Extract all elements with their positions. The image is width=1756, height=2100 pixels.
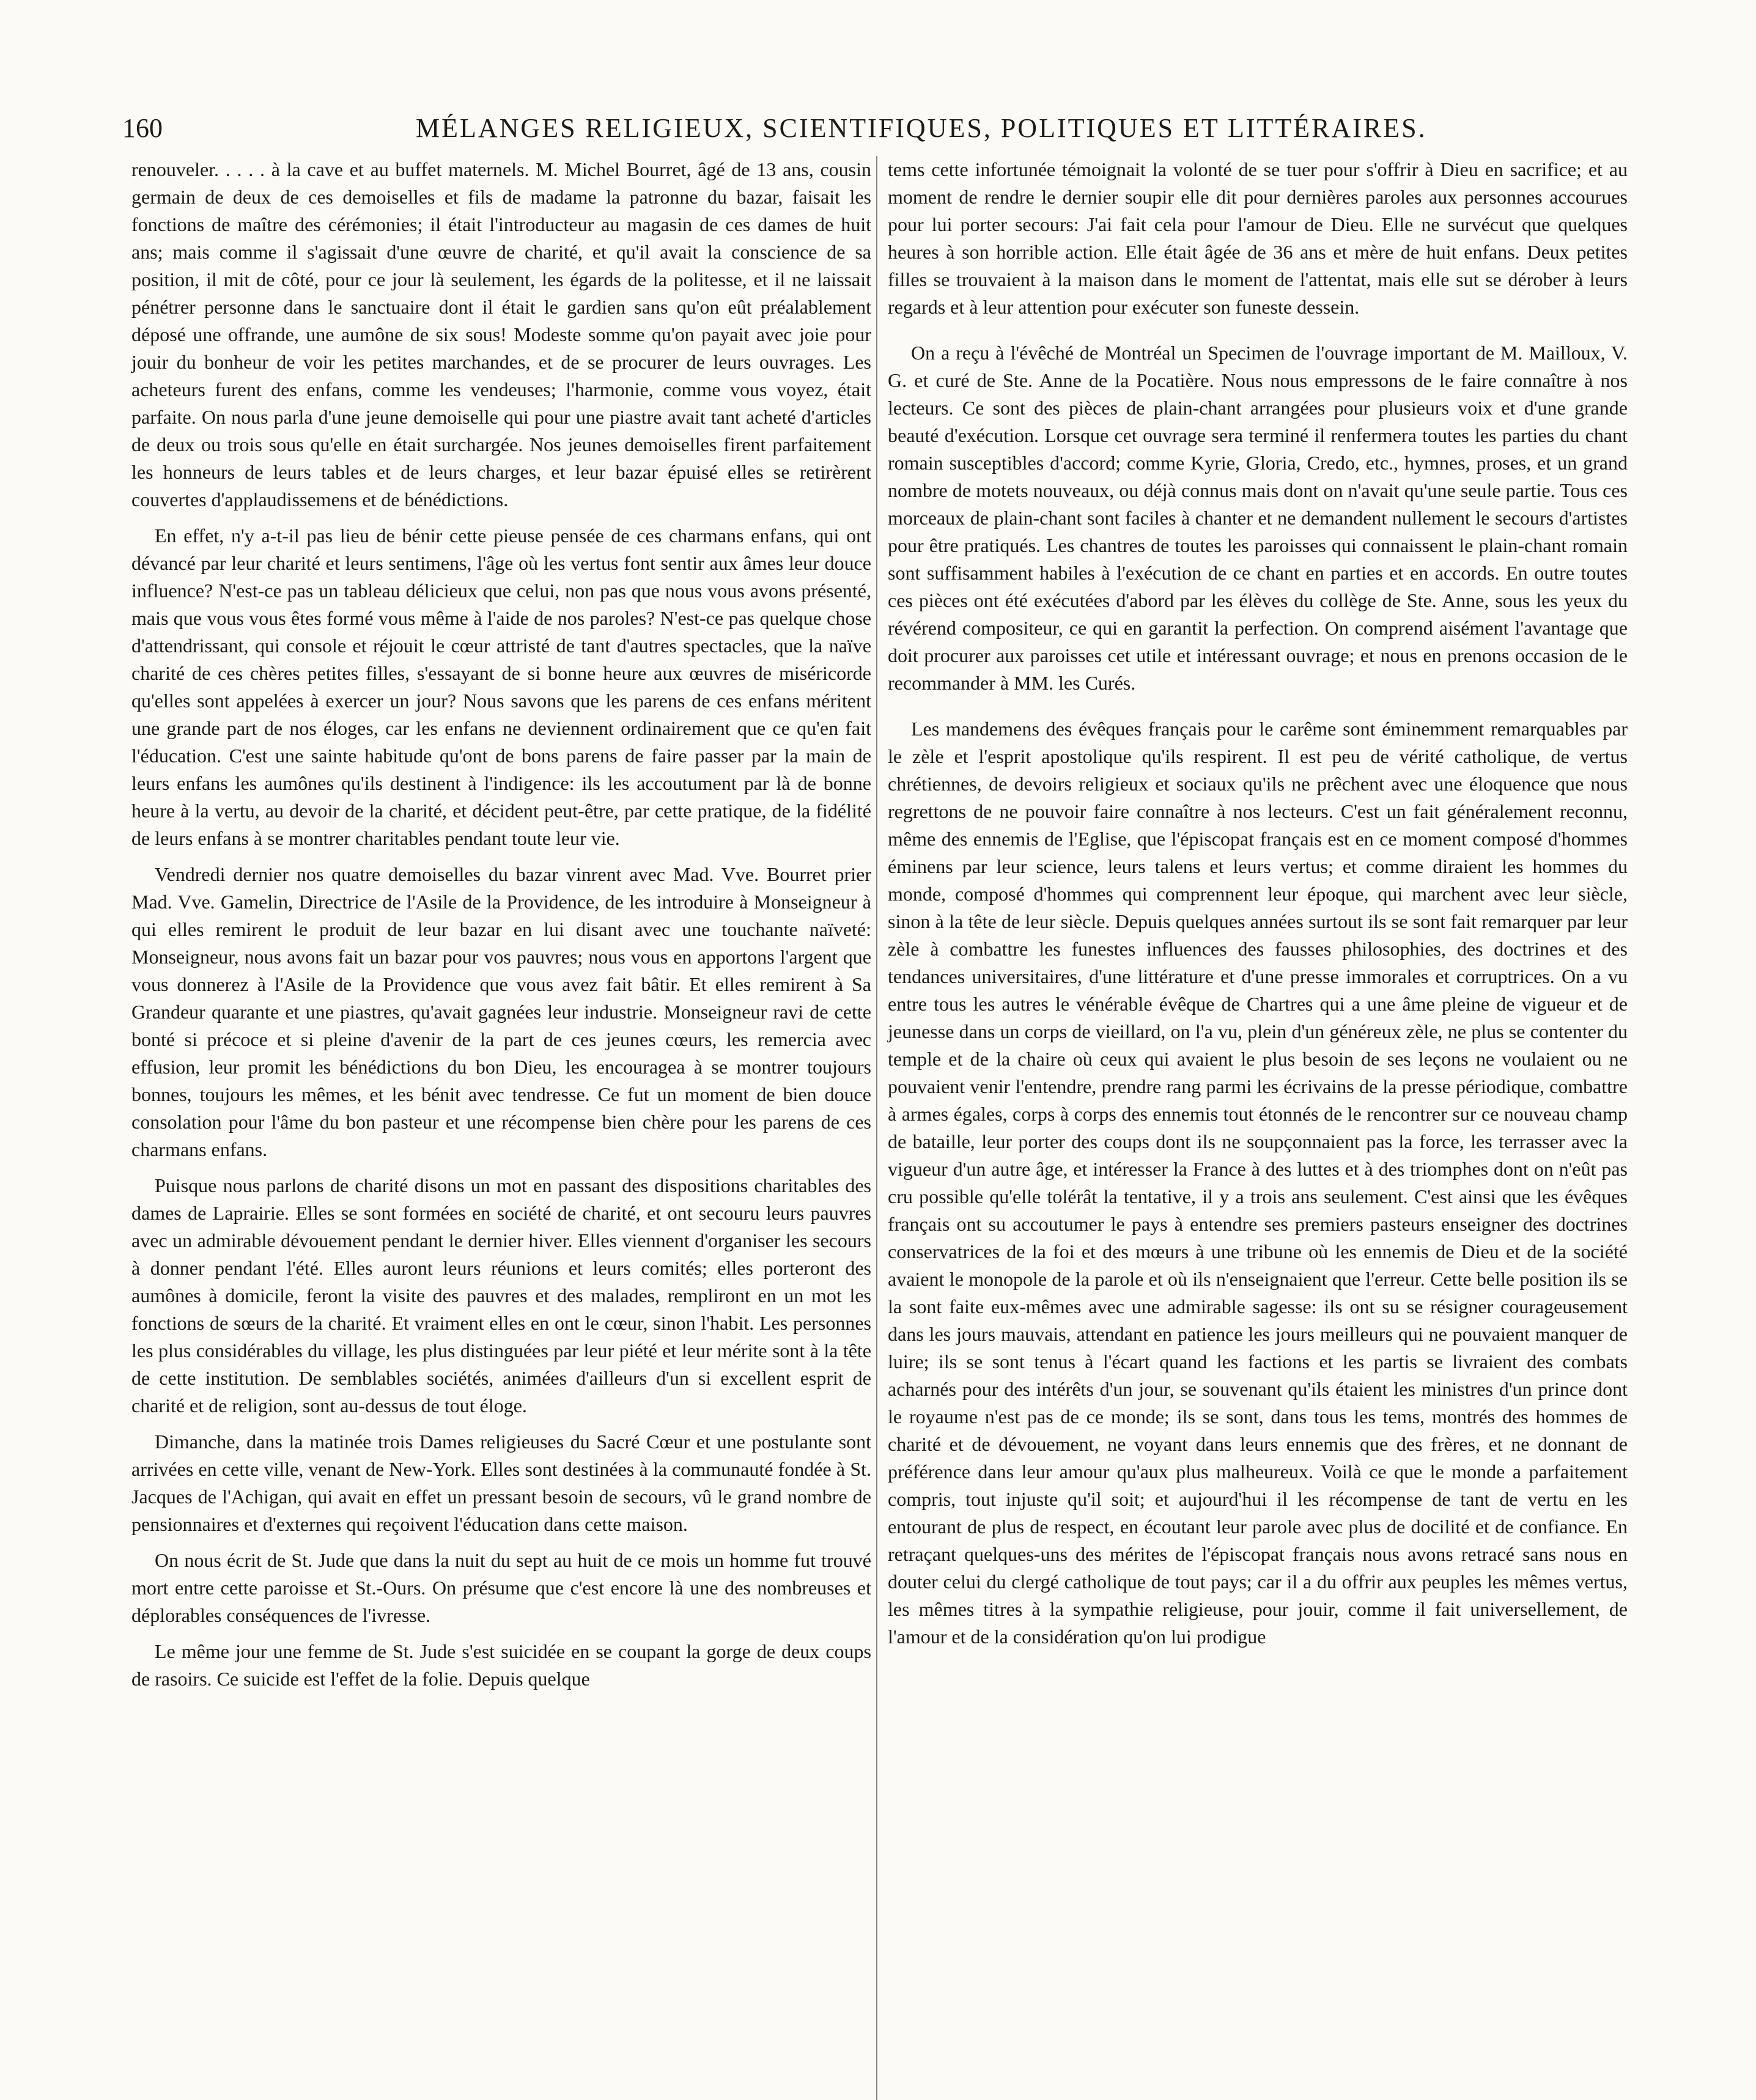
left-column bbox=[131, 156, 871, 1701]
paragraph-specimen-plain-chant: On a reçu à l'évêché de Montréal un Specimen de l'ouvrage important de M. Mailloux, V. G. et curé de Ste. Anne de la Pocatière. Nous nous empressons de le faire connaître à nos lecteurs. Ce sont des pièces de plain-chant arrangées pour plusieurs voix et d'une grande beauté d'exécution. Lorsque cet ouvrage sera terminé il renfermera toutes les parties du chant romain susceptibles d'accord; comme Kyrie, Gloria, Credo, etc., hymnes, proses, et un grand nombre de motets nouveaux, ou déjà connus mais dont on n'avait qu'une seule partie. Tous ces morceaux de plain-chant sont faciles à chanter et ne demandent nullement le secours d'artistes pour être pratiqués. Les chantres de toutes les paroisses qui connaissent le plain-chant romain sont suffisamment habiles à l'exécution de ce chant en parties et en accords. En outre toutes ces pièces ont été exécutées d'abord par les élèves du collège de Ste. Anne, sous les yeux du révérend compositeur, ce qui en garantit la perfection. On comprend aisément l'avantage que doit procurer aux paroisses cet utile et intéressant ouvrage; et nous en prenons occasion de le recommander à MM. les Curés. bbox=[888, 342, 1628, 694]
page-header bbox=[122, 110, 1639, 147]
right-column bbox=[888, 156, 1628, 1659]
paragraph-laprairie: Puisque nous parlons de charité disons un mot en passant des dispositions charitables des dames de Laprairie. Elles se sont formées en société de charité, et ont secouru leurs pauvres avec un admirable dévouement pendant le dernier hiver. Elles viennent d'organiser les secours à donner pendant l'été. Elles auront leurs réunions et leurs comités; elles porteront des aumônes à domicile, feront la visite des pauvres et des malades, rempliront en un mot les fonctions de sœurs de la charité. Et vraiment elles en ont le cœur, sinon l'habit. Les personnes les plus considérables du village, les plus distinguées par leur piété et leur mérite sont à la tête de cette institution. De semblables sociétés, animées d'ailleurs d'un si excellent esprit de charité et de religion, sont au-dessus de tout éloge. bbox=[131, 1174, 871, 1417]
paragraph-mandemens-eveques: Les mandemens des évêques français pour le carême sont éminemment remarquables par le zèle et l'esprit apostolique qu'ils respirent. Il est peu de vérité catholique, de vertus chrétiennes, de devoirs religieux et sociaux qu'ils ne prêchent avec une éloquence que nous regrettons de ne pouvoir faire connaître à nos lecteurs. C'est un fait généralement reconnu, même des ennemis de l'Eglise, que l'épiscopat français est en ce moment composé d'hommes éminens par leur science, leurs talens et leurs vertus; et comme diraient les hommes du monde, composé d'hommes qui comprennent leur époque, qui marchent avec leur siècle, sinon à la tête de leur siècle. Depuis quelques années surtout ils se sont fait remarquer par leur zèle à combattre les funestes influences des fausses philosophies, des doctrines et des tendances universitaires, d'une littérature et d'une presse immorales et corruptrices. On a vu entre tous les autres le vénérable évêque de Chartres qui a une âme pleine de vigueur et de jeunesse dans un corps de vieillard, on l'a vu, plein d'un généreux zèle, ne plus se contenter du temple et de la chaire où ceux qui avaient le plus besoin de ses leçons ne voulaient ou ne pouvaient venir l'entendre, prendre rang parmi les écrivains de la presse périodique, combattre à armes égales, corps à corps des ennemis tout étonnés de le rencontrer sur ce nouveau champ de bataille, leur porter des coups dont ils ne soupçonnaient pas la force, les terrasser avec la vigueur d'un autre âge, et intéresser la France à des luttes et à des triomphes dont on n'eût pas cru possible qu'elle tolérât la tentative, il y a trois ans seulement. C'est ainsi que les évêques français ont su accoutumer le pays à entendre ses premiers pasteurs enseigner des doctrines conservatrices de la foi et des mœurs à une tribune où les ennemis de Dieu et de la société avaient le monopole de la parole et où ils n'enseignaient que l'erreur. Cette belle position ils se la sont faite eux-mêmes avec une admirable sagesse: ils ont su se résigner courageusement dans les jours mauvais, attendant en patience les jours meilleurs qui ne pouvaient manquer de luire; ils se sont tenus à l'écart quand les factions et les partis se livraient des combats acharnés pour des intérêts d'un jour, se souvenant qu'ils étaient les ministres d'un prince dont le royaume n'est pas de ce monde; ils se sont, dans tous les tems, montrés des hommes de charité et de dévouement, ne voyant dans leurs ennemis que des frères, et ne donnant de préférence dans leur amour qu'aux plus malheureux. Voilà ce que le monde a parfaitement compris, tout injuste qu'il soit; et aujourd'hui il les récompense de tant de vertu en les entourant de plus de respect, en écoutant leur parole avec plus de docilité et de confiance. En retraçant quelques-uns des mérites de l'épiscopat français nous avons retracé sans nous en douter celui du clergé catholique de tout pays; car il a du offrir aux peuples les mêmes vertus, les mêmes titres à la sympathie religieuse, pour jouir, comme il fait universellement, de l'amour et de la considération qu'on lui prodigue bbox=[888, 718, 1628, 1648]
paragraph-sacre-coeur: Dimanche, dans la matinée trois Dames religieuses du Sacré Cœur et une postulante sont arrivées en cette ville, venant de New-York. Elles sont destinées à la communauté fondée à St. Jacques de l'Achigan, qui avait en effet un pressant besoin de secours, vû le grand nombre de pensionnaires et d'externes qui reçoivent l'éducation dans cette maison. bbox=[131, 1431, 871, 1535]
paragraph-st-jude-death: On nous écrit de St. Jude que dans la nuit du sept au huit de ce mois un homme fut trouvé mort entre cette paroisse et St.-Ours. On présume que c'est encore là une des nombreuses et déplorables conséquences de l'ivresse. bbox=[131, 1549, 871, 1626]
paragraph-bazar: renouveler. . . . . à la cave et au buffet maternels. M. Michel Bourret, âgé de 13 ans, cousin germain de deux de ces demoiselles et fils de madame la patronne du bazar, faisait les fonctions de maître des cérémonies; il était l'introducteur au magasin de ces dames de huit ans; mais comme il s'agissait d'une œuvre de charité, et qu'il avait la conscience de sa position, il mit de côté, pour ce jour là seulement, les égards de la politesse, et il ne laissait pénétrer personne dans le sanctuaire dont il était le gardien sans qu'on eût préalablement déposé une offrande, une aumône de six sous! Modeste somme qu'on payait avec joie pour jouir du bonheur de voir les petites marchandes, et de se procurer de leurs ouvrages. Les acheteurs furent des enfans, comme les vendeuses; l'harmonie, comme vous voyez, était parfaite. On nous parla d'une jeune demoiselle qui pour une piastre avait tant acheté d'articles de deux ou trois sous qu'elle en était surchargée. Nos jeunes demoiselles firent parfaitement les honneurs de leurs tables et de leurs charges, et leur bazar épuisé elles se retirèrent couvertes d'applaudissemens et de bénédictions. bbox=[131, 158, 871, 510]
paragraph-visit-monseigneur: Vendredi dernier nos quatre demoiselles du bazar vinrent avec Mad. Vve. Bourret prier Mad. Vve. Gamelin, Directrice de l'Asile de la Providence, de les introduire à Monseigneur à qui elles remirent le produit de leur bazar en lui disant avec une touchante naïveté: Monseigneur, nous avons fait un bazar pour vos pauvres; nous vous en apportons l'argent que vous donnerez à l'Asile de la Providence que vous avez fait bâtir. Et elles remirent à Sa Grandeur quarante et une piastres, qu'avait gagnées leur industrie. Monseigneur ravi de cette bonté si précoce et si pleine d'avenir de la part de ces jeunes cœurs, les remercia avec effusion, leur promit les bénédictions du bon Dieu, les encouragea à se montrer toujours bonnes, toujours les mêmes, et les bénit avec tendresse. Ce fut un moment de bien douce consolation pour l'âme du bon pasteur et une récompense bien chère pour les parens de ces charmans enfans. bbox=[131, 863, 871, 1160]
column-divider bbox=[876, 156, 877, 2100]
paragraph-st-jude-suicide: Le même jour une femme de St. Jude s'est suicidée en se coupant la gorge de deux coups de rasoirs. Ce suicide est l'effet de la folie. Depuis quelque bbox=[131, 1640, 871, 1690]
page-number: 160 bbox=[122, 113, 163, 143]
running-title: MÉLANGES RELIGIEUX, SCIENTIFIQUES, POLITIQUES ET LITTÉRAIRES. bbox=[416, 113, 1427, 143]
paragraph-suicide-continued: tems cette infortunée témoignait la volonté de se tuer pour s'offrir à Dieu en sacrifice; et au moment de rendre le dernier soupir elle dit pour dernières paroles aux personnes accourues pour lui porter secours: J'ai fait cela pour l'amour de Dieu. Elle ne survécut que quelques heures à son horrible action. Elle était âgée de 36 ans et mère de huit enfans. Deux petites filles se trouvaient à la maison dans le moment de l'attentat, mais elle sut se dérober à leurs regards et à leur attention pour exécuter son funeste dessein. bbox=[888, 158, 1628, 318]
paragraph-charity-reflection: En effet, n'y a-t-il pas lieu de bénir cette pieuse pensée de ces charmans enfans, qui ont dévancé par leur charité et leurs sentimens, l'âge où les vertus font sentir aux âmes leur douce influence? N'est-ce pas un tableau délicieux que celui, non pas que nous vous avons présenté, mais que vous vous êtes formé vous même à l'aide de nos paroles? N'est-ce pas quelque chose d'attendrissant, qui console et réjouit le cœur attristé de tant d'autres spectacles, que la naïve charité de ces chères petites filles, s'essayant de si bonne heure aux œuvres de miséricorde qu'elles sont appelées à exercer un jour? Nous savons que les parens de ces enfans méritent une grande part de nos éloges, car les enfans ne deviennent ordinairement que ce qu'en fait l'éducation. C'est une sainte habitude qu'ont de bons parens de faire passer par la main de leurs enfans les aumônes qu'ils destinent à l'indigence: ils les accoutument par là de bonne heure à la vertu, au devoir de la charité, et décident peut-être, par cette pratique, de la fidélité de leurs enfans à se montrer charitables pendant toute leur vie. bbox=[131, 525, 871, 849]
